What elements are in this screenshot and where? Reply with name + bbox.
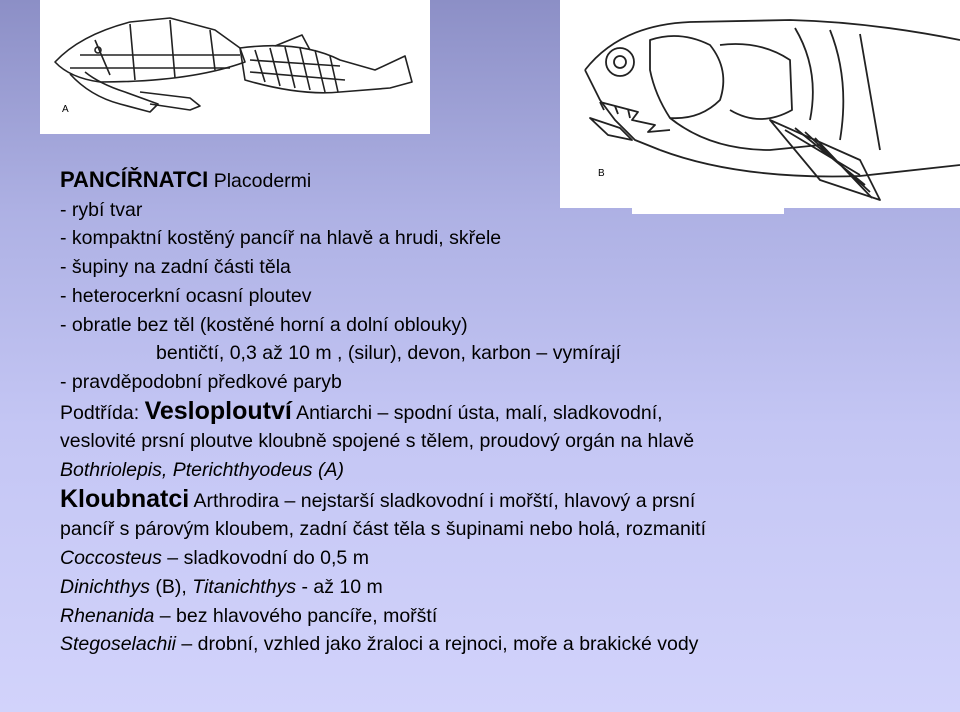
subclass-kloubnatci xyxy=(60,485,950,516)
genus-item xyxy=(60,544,950,573)
genus-desc: – drobní, vzhled jako žraloci a rejnoci, moře a brakické vody xyxy=(176,633,699,656)
figure-a-bothriolepis xyxy=(40,0,430,134)
subclass-desc: Antiarchi – spodní ústa, malí, sladkovodní, xyxy=(291,401,663,424)
genus-desc: - až 10 m xyxy=(296,575,383,598)
genus-item xyxy=(60,602,950,631)
feature-item: - kompaktní kostěný pancíř na hlavě a hrudi, skřele xyxy=(60,227,502,250)
feature-item: - pravděpodobní předkové paryb xyxy=(60,370,342,393)
subclass-vesloploutvi xyxy=(60,397,950,428)
subclass-name: Vesloploutví xyxy=(144,396,292,425)
genus-name: Coccosteus xyxy=(60,547,162,570)
feature-item: - obratle bez těl (kostěné horní a dolní oblouky) xyxy=(60,313,468,336)
genus-name: Stegoselachii xyxy=(60,633,176,656)
subclass-genera: Bothriolepis, Pterichthyodeus (A) xyxy=(60,459,344,482)
genus-desc: (B), xyxy=(149,575,193,598)
feature-item: - rybí tvar xyxy=(60,198,143,221)
heading-latin: Placodermi xyxy=(208,170,312,192)
genus-desc: – bez hlavového pancíře, mořští xyxy=(154,604,438,627)
genus-name: Dinichthys xyxy=(60,575,150,598)
feature-item: - heterocerkní ocasní ploutev xyxy=(60,284,312,307)
heading xyxy=(60,166,950,196)
subclass-name: Kloubnatci xyxy=(60,484,190,513)
feature-indented: bentičtí, 0,3 až 10 m , (silur), devon, karbon – vymírají xyxy=(156,342,621,365)
content-text xyxy=(60,166,950,659)
subclass-prefix: Podtřída: xyxy=(60,401,145,424)
genus-desc: – sladkovodní do 0,5 m xyxy=(161,547,369,570)
figure-a-letter: A xyxy=(62,104,69,115)
feature-item: - šupiny na zadní části těla xyxy=(60,256,291,279)
subclass-desc: Arthrodira – nejstarší sladkovodní i mořští, hlavový a prsní xyxy=(189,489,696,512)
figure-b-letter: B xyxy=(598,168,605,179)
fish-a-drawing xyxy=(40,0,430,134)
genus-item xyxy=(60,630,950,659)
genus-name: Rhenanida xyxy=(60,604,155,627)
genus-name: Titanichthys xyxy=(192,575,297,598)
heading-bold: PANCÍŘNATCI xyxy=(60,167,209,192)
subclass-desc-line: pancíř s párovým kloubem, zadní část těla s šupinami nebo holá, rozmanití xyxy=(60,518,706,541)
subclass-desc-line: veslovité prsní ploutve kloubně spojené s tělem, proudový orgán na hlavě xyxy=(60,430,695,453)
genus-item xyxy=(60,573,950,602)
